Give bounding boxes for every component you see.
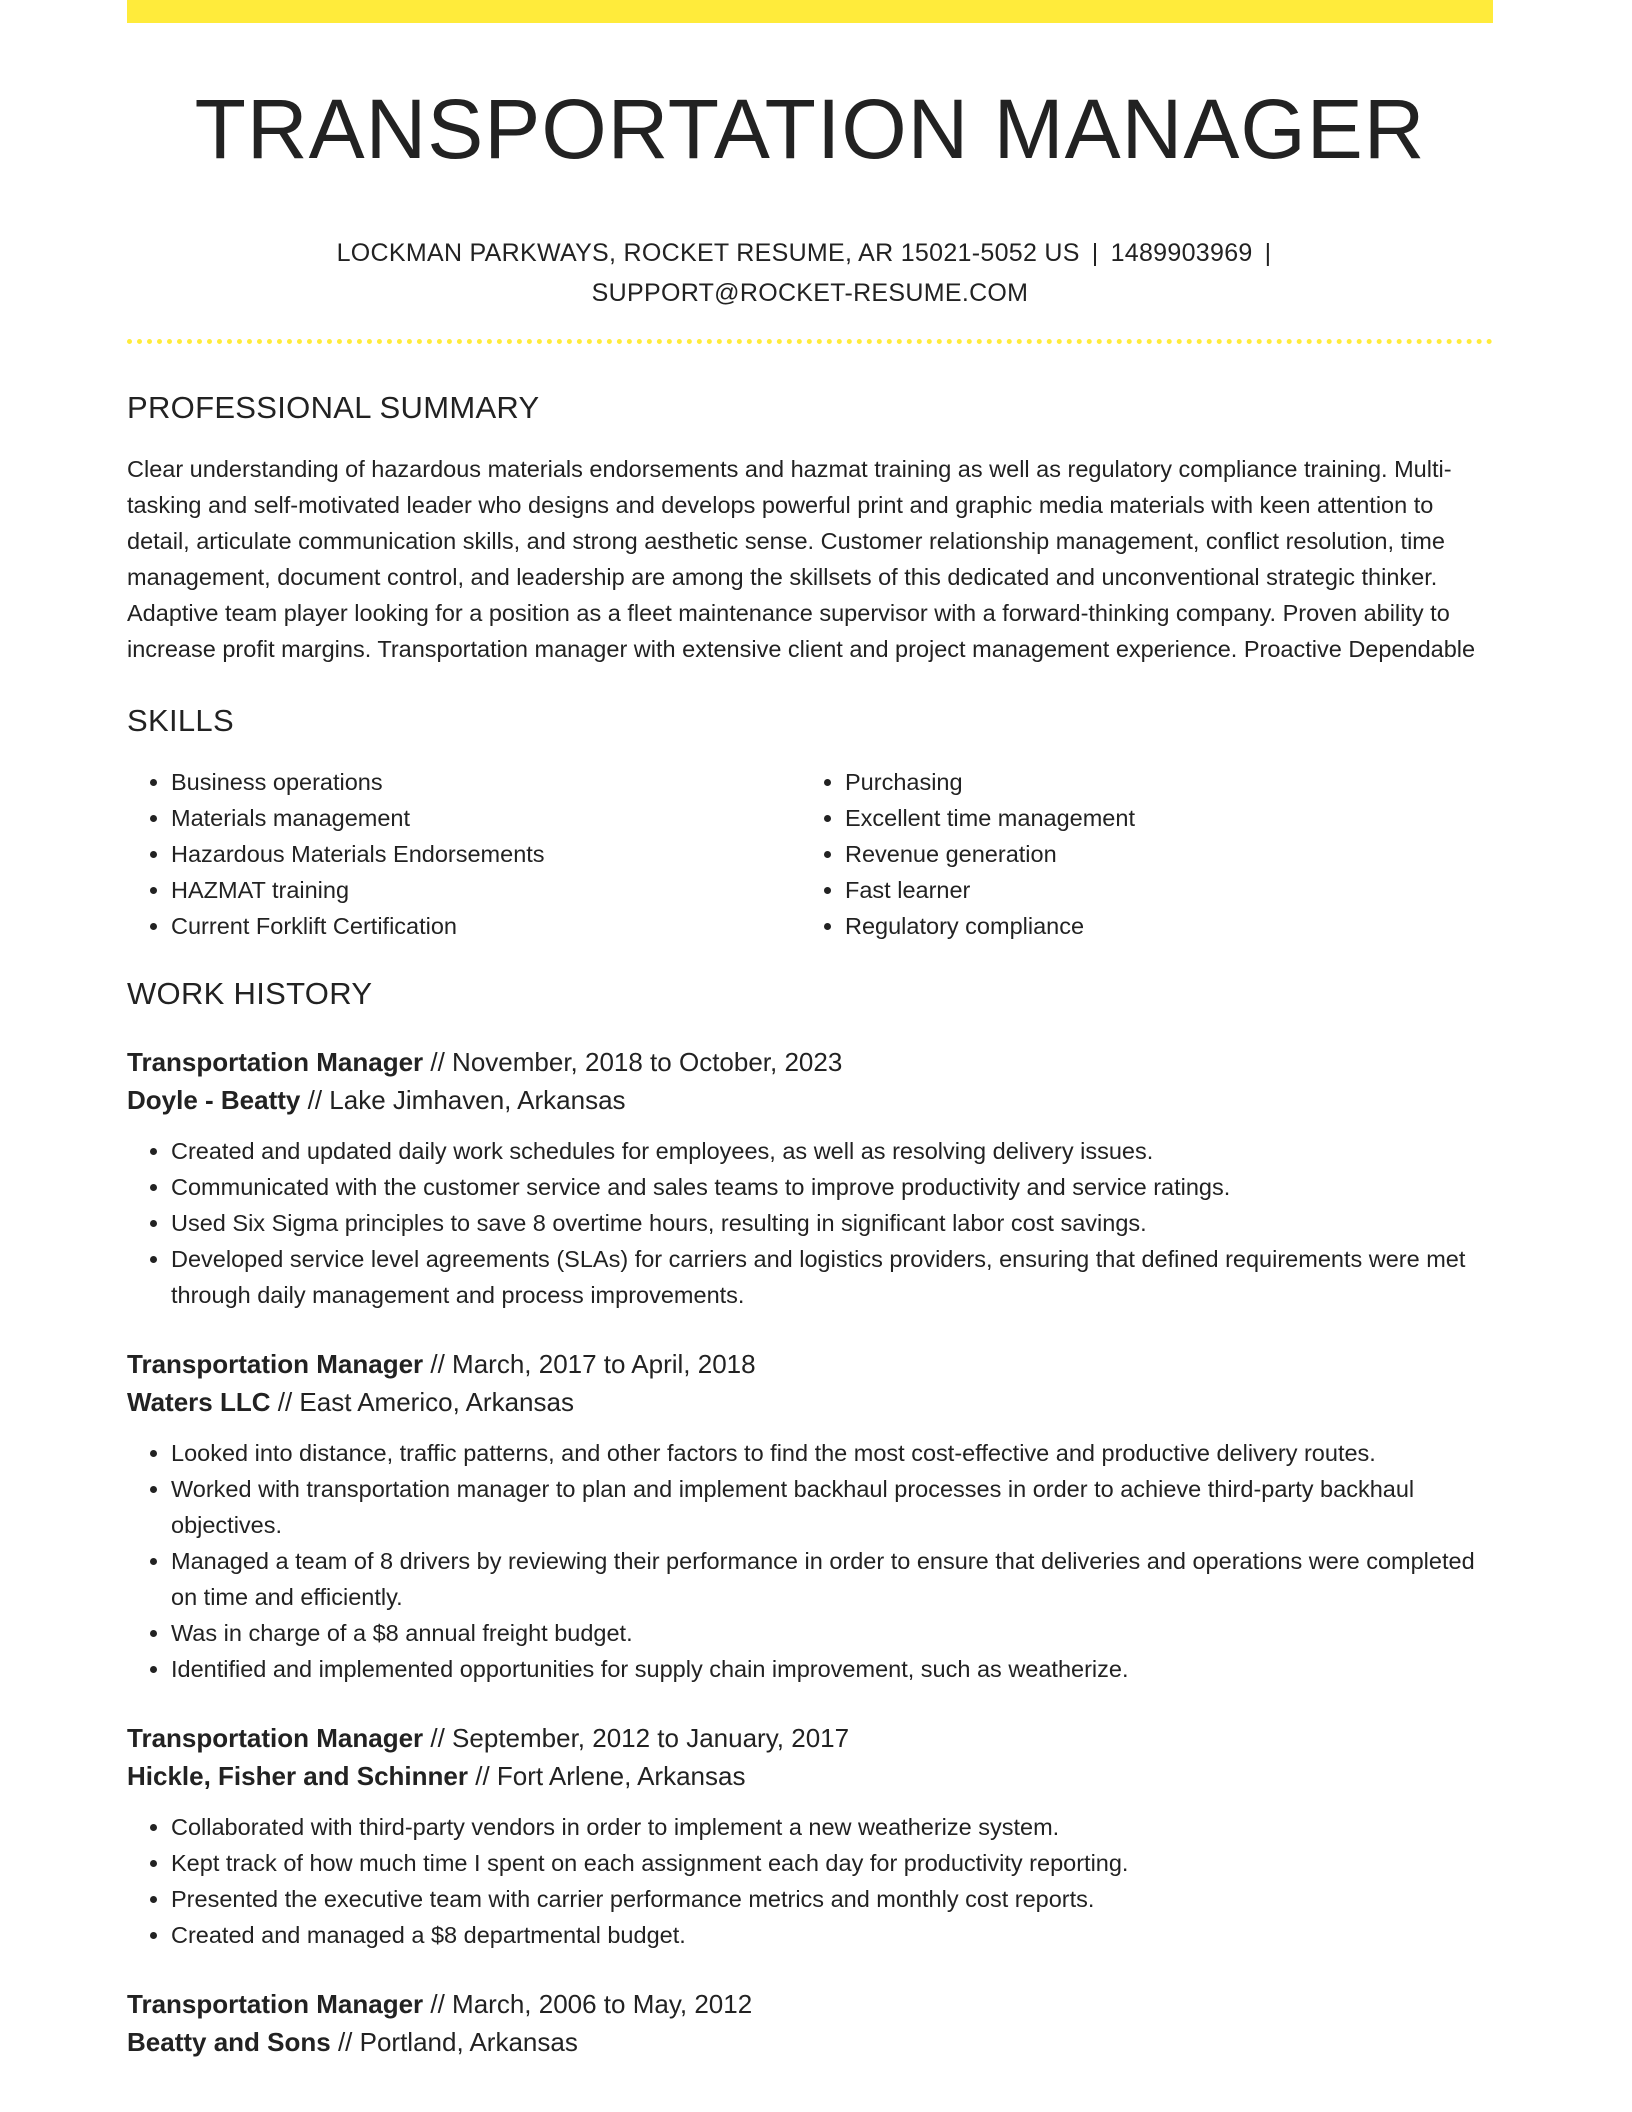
skill-item: • Excellent time management [845, 800, 1475, 836]
job-bullet: • Created and managed a $8 departmental budget. [171, 1917, 1493, 1953]
job-company: Waters LLC [127, 1387, 271, 1418]
job-company: Doyle - Beatty [127, 1085, 301, 1116]
section-heading-skills: SKILLS [127, 703, 234, 739]
job-dates: // September, 2012 to January, 2017 [423, 1723, 850, 1754]
job-company: Beatty and Sons [127, 2027, 331, 2058]
skill-item: • HAZMAT training [171, 872, 801, 908]
job-bullet: • Used Six Sigma principles to save 8 overtime hours, resulting in significant labor cost savings. [171, 1205, 1493, 1241]
skill-item: • Business operations [171, 764, 801, 800]
skills-column-left [127, 764, 801, 944]
job-bullet: • Identified and implemented opportunities for supply chain improvement, such as weatherize. [171, 1651, 1493, 1687]
job-title-line [127, 1043, 1493, 1081]
job-location: // Portland, Arkansas [330, 2027, 578, 2058]
job-bullet: • Looked into distance, traffic patterns, and other factors to find the most cost-effective and productive delivery routes. [171, 1435, 1493, 1471]
contact-separator: | [1264, 239, 1272, 268]
job-entry [127, 1043, 1493, 1313]
job-title: Transportation Manager [127, 1349, 424, 1380]
section-heading-summary: PROFESSIONAL SUMMARY [127, 390, 540, 426]
job-bullet: • Kept track of how much time I spent on each assignment each day for productivity reporting. [171, 1845, 1493, 1881]
skill-item: • Regulatory compliance [845, 908, 1475, 944]
job-company-line [127, 2023, 1493, 2061]
job-bullet: • Developed service level agreements (SLAs) for carriers and logistics providers, ensuring that defined requirements were met through daily management and process improvements. [171, 1241, 1493, 1313]
dotted-divider [127, 339, 1493, 344]
skill-item: • Current Forklift Certification [171, 908, 801, 944]
skill-item: • Revenue generation [845, 836, 1475, 872]
job-title-line [127, 1985, 1493, 2023]
job-title: Transportation Manager [127, 1989, 424, 2020]
job-bullet: • Communicated with the customer service and sales teams to improve productivity and service ratings. [171, 1169, 1493, 1205]
job-title: Transportation Manager [127, 1723, 424, 1754]
job-company: Hickle, Fisher and Schinner [127, 1761, 468, 1792]
job-bullet: • Was in charge of a $8 annual freight budget. [171, 1615, 1493, 1651]
job-company-line [127, 1383, 1493, 1421]
job-bullet: • Managed a team of 8 drivers by reviewing their performance in order to ensure that deliveries and operations were completed on time and efficiently. [171, 1543, 1493, 1615]
skills-column-right [801, 764, 1475, 944]
resume-title: TRANSPORTATION MANAGER [194, 82, 1426, 176]
job-bullet: • Collaborated with third-party vendors in order to implement a new weatherize system. [171, 1809, 1493, 1845]
skill-item: • Hazardous Materials Endorsements [171, 836, 801, 872]
job-bullet: • Worked with transportation manager to plan and implement backhaul processes in order to achieve third-party backhaul objectives. [171, 1471, 1493, 1543]
job-bullet: • Presented the executive team with carrier performance metrics and monthly cost reports. [171, 1881, 1493, 1917]
job-title-line [127, 1719, 1493, 1757]
job-location: // Lake Jimhaven, Arkansas [300, 1085, 626, 1116]
job-entry [127, 1985, 1493, 2061]
job-entry [127, 1719, 1493, 1953]
skill-item: • Fast learner [845, 872, 1475, 908]
job-location: // East Americo, Arkansas [270, 1387, 574, 1418]
accent-top-bar [127, 0, 1493, 23]
contact-address: LOCKMAN PARKWAYS, ROCKET RESUME, AR 15021-5052 US [336, 239, 1080, 268]
job-company-line [127, 1081, 1493, 1119]
contact-email: SUPPORT@ROCKET-RESUME.COM [591, 279, 1029, 308]
job-title-line [127, 1345, 1493, 1383]
skill-item: • Purchasing [845, 764, 1475, 800]
job-dates: // November, 2018 to October, 2023 [423, 1047, 843, 1078]
job-bullet-list [127, 1809, 1493, 1953]
section-heading-work-history: WORK HISTORY [127, 976, 373, 1012]
contact-separator: | [1091, 239, 1099, 268]
job-title: Transportation Manager [127, 1047, 424, 1078]
summary-paragraph: Clear understanding of hazardous materials endorsements and hazmat training as well as regulatory compliance training. Multi-tasking and self-motivated leader who designs and develops powerful print and graphic media materials with keen attention to detail, articulate communication skills, and strong aesthetic sense. Customer relationship management, conflict resolution, time management, document control, and leadership are among the skillsets of this dedicated and unconventional strategic thinker. Adaptive team player looking for a position as a fleet maintenance supervisor with a forward-thinking company. Proven ability to increase profit margins. Transportation manager with extensive client and project management experience. Proactive Dependable [127, 456, 1476, 663]
job-dates: // March, 2017 to April, 2018 [423, 1349, 756, 1380]
job-company-line [127, 1757, 1493, 1795]
resume-page [127, 0, 1493, 2061]
job-location: // Fort Arlene, Arkansas [468, 1761, 746, 1792]
contact-phone: 1489903969 [1110, 239, 1253, 268]
contact-info [127, 233, 1493, 313]
job-bullet: • Created and updated daily work schedules for employees, as well as resolving delivery issues. [171, 1133, 1493, 1169]
job-bullet-list [127, 1133, 1493, 1313]
skills-grid [127, 764, 1493, 944]
job-bullet-list [127, 1435, 1493, 1687]
job-entry [127, 1345, 1493, 1687]
skill-item: • Materials management [171, 800, 801, 836]
job-dates: // March, 2006 to May, 2012 [423, 1989, 753, 2020]
